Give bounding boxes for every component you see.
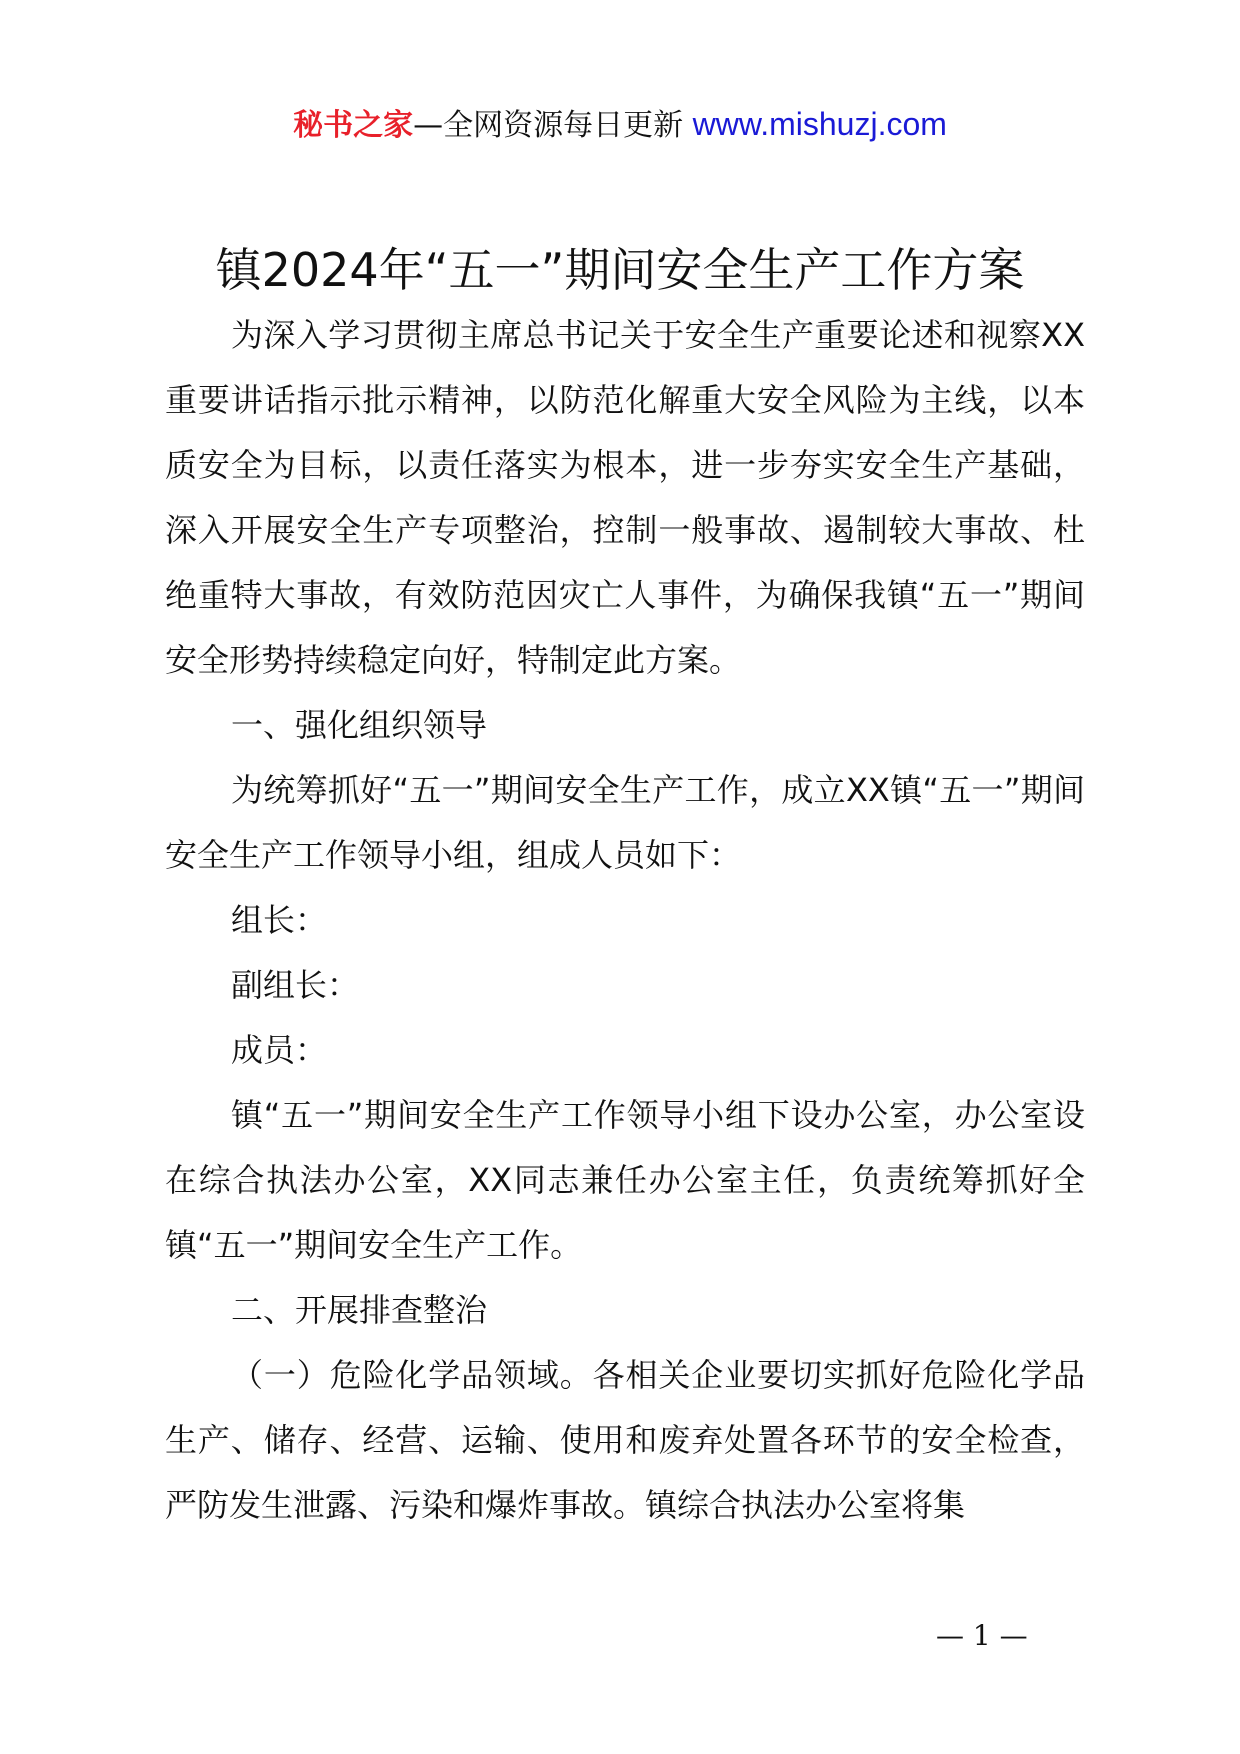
page-number: — 1 —: [936, 1619, 1028, 1652]
document-title: 镇2024年“五一”期间安全生产工作方案: [215, 243, 1025, 297]
intro-paragraph: 为深入学习贯彻主席总书记关于安全生产重要论述和视察XX重要讲话指示批示精神，以防范化解重大安全风险为主线，以本质安全为目标，以责任落实为根本，进一步夯实安全生产基础，深入开展安全生产专项整治，控制一般事故、遏制较大事故、杜绝重特大事故，有效防范因灾亡人事件，为确保我镇“五一”期间安全形势持续稳定向好，特制定此方案。: [165, 316, 1085, 679]
header-url[interactable]: www.mishuzj.com: [692, 106, 947, 142]
leader-line: 组长：: [231, 901, 328, 939]
brand-name: 秘书之家: [293, 108, 414, 143]
section-heading-inspection: 二、开展排查整治: [231, 1291, 488, 1329]
section-heading-organization: 一、强化组织领导: [231, 706, 488, 744]
office-paragraph: 镇“五一”期间安全生产工作领导小组下设办公室，办公室设在综合执法办公室，XX同志兼任办公室主任，负责统筹抓好全镇“五一”期间安全生产工作。: [165, 1096, 1085, 1264]
organization-paragraph: 为统筹抓好“五一”期间安全生产工作，成立XX镇“五一”期间安全生产工作领导小组，组成人员如下：: [165, 771, 1085, 874]
document-body: [165, 303, 1085, 1538]
header-slogan: —全网资源每日更新: [413, 108, 693, 143]
members-line: 成员：: [231, 1031, 328, 1069]
site-watermark-header: [0, 100, 1240, 150]
chemicals-paragraph: （一）危险化学品领域。各相关企业要切实抓好危险化学品生产、储存、经营、运输、使用和废弃处置各环节的安全检查，严防发生泄露、污染和爆炸事故。镇综合执法办公室将集: [165, 1356, 1085, 1524]
deputy-leader-line: 副组长：: [231, 966, 360, 1004]
